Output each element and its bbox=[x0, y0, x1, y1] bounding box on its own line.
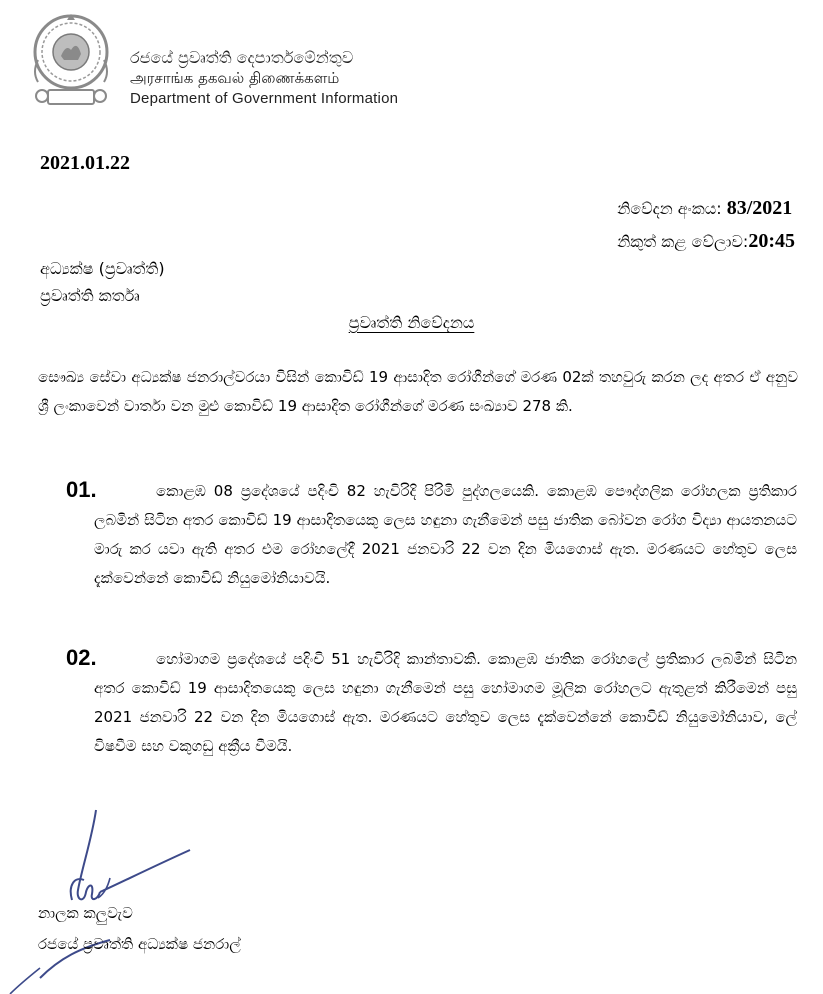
release-meta bbox=[617, 192, 795, 258]
item-number: 01. bbox=[66, 477, 97, 502]
department-name-english: Department of Government Information bbox=[130, 90, 399, 107]
sri-lanka-emblem-icon bbox=[30, 12, 112, 112]
release-number-label: නිවේදන අංකය: bbox=[617, 199, 722, 218]
signatory-name: නාලක කලුවැව bbox=[38, 904, 133, 922]
release-time-value: 20:45 bbox=[748, 230, 795, 252]
intro-paragraph: සෞඛ්‍ය සේවා අධ්‍යක්ෂ ජනරාල්වරයා විසින් කොවිඩ් 19 ආසාදිත රෝගීන්ගේ මරණ 02ක් තහවුරු කරන ලද අතර ඒ අනුව ශ්‍රී ලංකාවෙන් වාර්තා වන මුළු කොවිඩ් 19 ආසාදිත රෝගීන්ගේ මරණ සංඛ්‍යාව 278 කි. bbox=[38, 368, 798, 415]
department-name-tamil: அரசாங்க தகவல் திணைக்களம் bbox=[130, 69, 340, 87]
item-paragraph: හෝමාගම ප්‍රදේශයේ පදිංචි 51 හැවිරිදි කාන්තාවකි. කොළඹ ජාතික රෝහලේ ප්‍රතිකාර ලබමින් සිටින අතර කොවිඩ් 19 ආසාදිතයෙකු ලෙස හඳුනා ගැනීමෙන් පසු හෝමාගම මූලික රෝහලට ඇතුළත් කිරීමෙන් පසු 2021 ජනවාරි 22 වන දින මියගොස් ඇත. මරණයට හේතුව ලෙස දැක්වෙන්නේ කොවිඩ් නියුමෝනියාව, ලේ විෂවීම සහ වකුගඩු අක්‍රීය වීමයි. bbox=[94, 650, 797, 755]
release-time-label: නිකුත් කළ වේලාව: bbox=[617, 232, 749, 251]
document-date: 2021.01.22 bbox=[40, 152, 130, 174]
recipient-line: අධ්‍යක්ෂ (ප්‍රවෘත්ති) bbox=[40, 259, 165, 278]
release-time-row bbox=[617, 225, 795, 258]
release-number-row bbox=[617, 192, 795, 225]
signatory-block bbox=[38, 898, 241, 960]
department-letterhead bbox=[130, 48, 398, 109]
item-number: 02. bbox=[66, 645, 97, 670]
recipient-line: ප්‍රවෘත්ති කර්තෘ bbox=[40, 286, 140, 305]
department-name-sinhala: රජයේ ප්‍රවෘත්ති දෙපාර්තමේන්තුව bbox=[130, 48, 354, 67]
recipient-block bbox=[40, 255, 165, 309]
item-paragraph: කොළඹ 08 ප්‍රදේශයේ පදිංචි 82 හැවිරිදි පිරිමි පුද්ගලයෙකි. කොළඹ පෞද්ගලික රෝහලක ප්‍රතිකාර ලබමින් සිටින අතර කොවිඩ් 19 ආසාදිතයෙකු ලෙස හඳුනා ගැනීමෙන් පසු ජාතික බෝවන රෝග විද්‍යා ආයතනයට මාරු කර යවා ඇති අතර එම රෝහලේදී 2021 ජනවාරි 22 වන දින මියගොස් ඇත. මරණයට හේතුව ලෙස දැක්වෙන්නේ කොවිඩ් නියුමෝනියාවයි. bbox=[94, 482, 797, 587]
heading-text: ප්‍රවෘත්ති නිවේදනය bbox=[348, 313, 475, 332]
document-heading bbox=[0, 313, 823, 333]
release-number-value: 83/2021 bbox=[726, 197, 793, 219]
signatory-title: රජයේ ප්‍රවෘත්ති අධ්‍යක්ෂ ජනරාල් bbox=[38, 935, 241, 953]
